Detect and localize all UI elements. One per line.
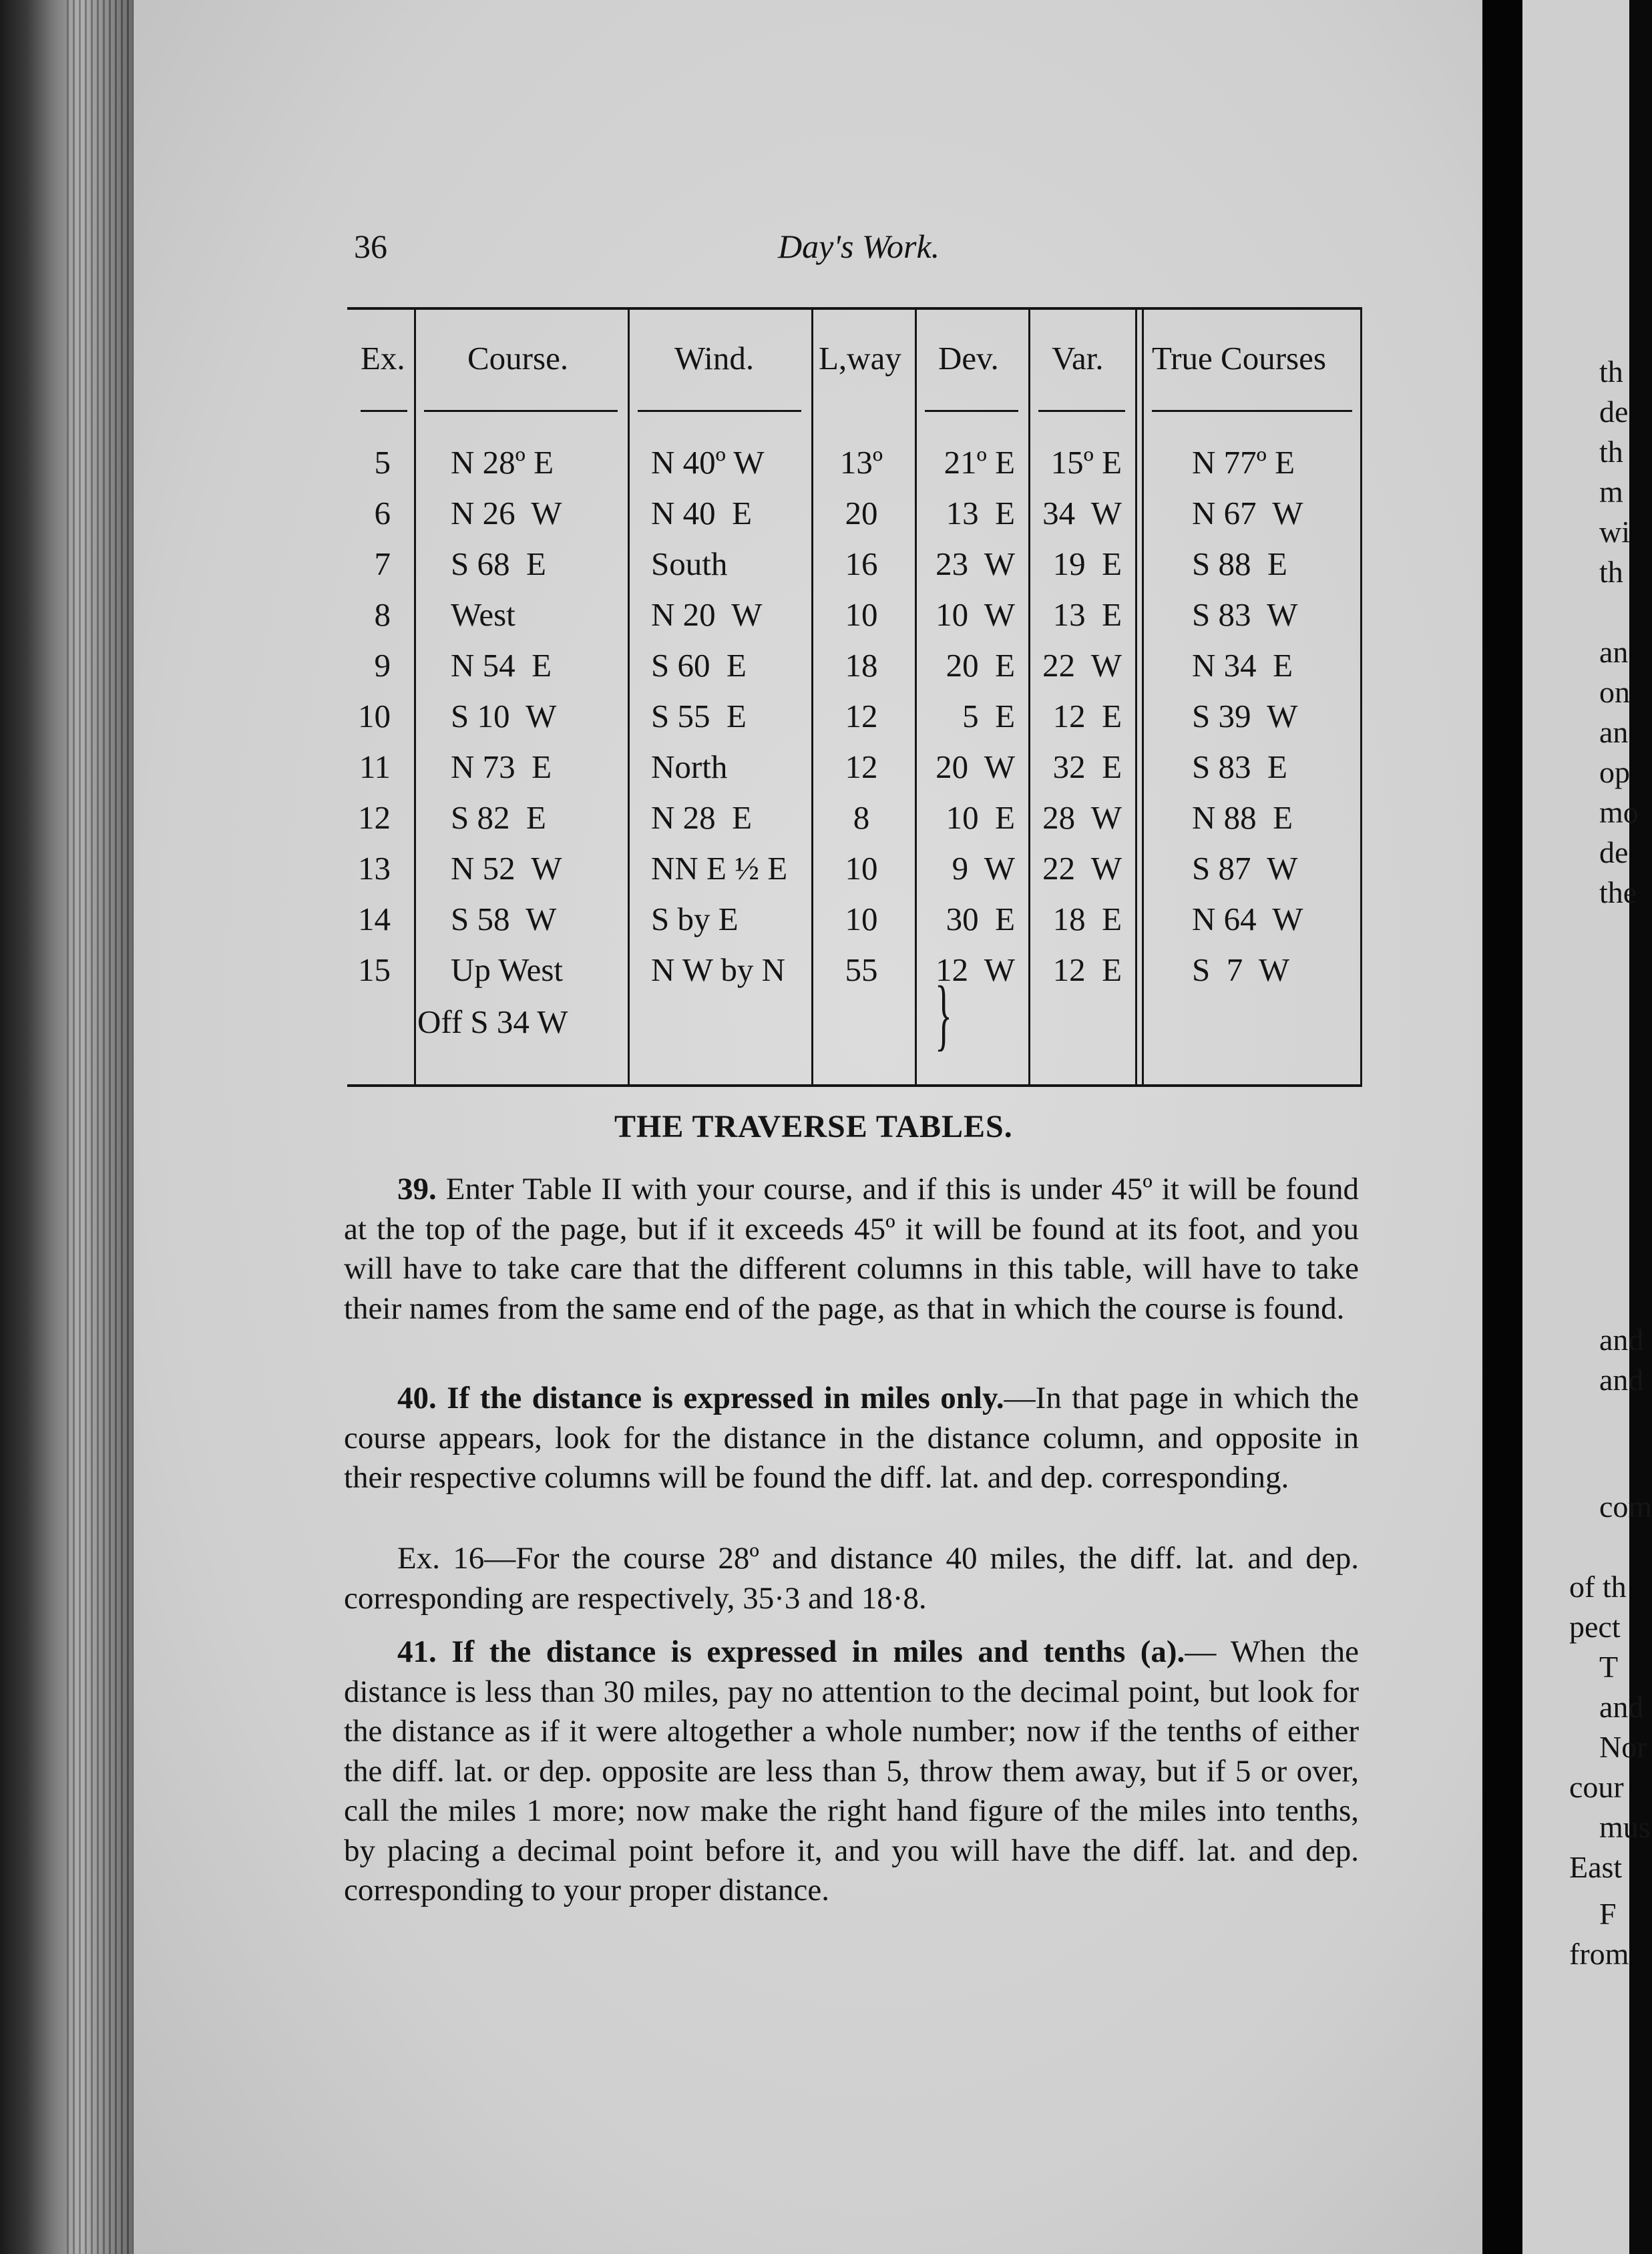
cell-true-course: N 77º E: [1192, 444, 1295, 481]
example-text: Ex. 16—For the course 28º and distance 40 miles, the diff. lat. and dep. corresponding are respectively, 35·3 and 18·8.: [344, 1541, 1359, 1616]
paragraph-number: 40.: [397, 1381, 437, 1415]
header-rule: [925, 410, 1018, 412]
adjacent-page-fragment: an: [1599, 635, 1629, 669]
column-rule: [915, 310, 917, 1084]
cell-dev: 20 E: [946, 647, 1015, 684]
cell-wind: N 20 W: [651, 596, 763, 633]
adjacent-page-fragment: de: [1599, 835, 1629, 869]
column-rule: [1028, 310, 1030, 1084]
cell-dev: 21º E: [944, 444, 1015, 481]
adjacent-page-fragment: the: [1599, 875, 1637, 909]
adjacent-page-fragment: mo: [1599, 795, 1639, 829]
cell-leeway: 12: [845, 748, 878, 785]
paragraph-text: — When the distance is less than 30 miles, pay no attention to the decimal point, but look for the distance as if it were altogether a whole number; now if the tenths of either the diff. lat. or dep. opposite are less than 5, throw them away, but if 5 or over, call the miles 1 more; now make the right hand figure of the miles into tenths, by placing a decimal point before it, and you will have the diff. lat. and dep. corresponding to your proper distance.: [344, 1634, 1359, 1907]
cell-ex: 12: [358, 799, 391, 836]
cell-course: S 82 E: [451, 799, 546, 836]
cell-dev: 23 W: [936, 545, 1015, 582]
cell-wind: N 40º W: [651, 444, 765, 481]
cell-course: S 68 E: [451, 545, 546, 582]
adjacent-page-fragment: from: [1569, 1937, 1629, 1971]
cell-dev: 12 W: [936, 951, 1015, 988]
cell-course: N 54 E: [451, 647, 552, 684]
header-leeway: L,way: [819, 340, 901, 377]
cell-var: 15º E: [1050, 444, 1122, 481]
cell-var: 12 E: [1052, 951, 1122, 988]
adjacent-page-fragment: and: [1599, 1363, 1644, 1397]
adjacent-page-fragment: and: [1599, 1323, 1644, 1357]
column-rule: [1142, 310, 1144, 1084]
cell-course: S 10 W: [451, 698, 557, 734]
cell-ex: 6: [374, 495, 391, 531]
cell-true-course: S 87 W: [1192, 850, 1298, 887]
adjacent-page-fragment: th: [1599, 355, 1623, 389]
cell-wind: S 55 E: [651, 698, 747, 734]
cell-var: 34 W: [1042, 495, 1122, 531]
cell-true-course: N 67 W: [1192, 495, 1303, 531]
cell-var: 22 W: [1042, 850, 1122, 887]
header-course: Course.: [467, 340, 569, 377]
header-var: Var.: [1052, 340, 1104, 377]
cell-var: 18 E: [1052, 901, 1122, 937]
cell-ex: 13: [358, 850, 391, 887]
cell-wind: N 40 E: [651, 495, 753, 531]
cell-leeway: 16: [845, 545, 878, 582]
cell-true-course: S 83 E: [1192, 748, 1287, 785]
cell-leeway: 10: [845, 596, 878, 633]
adjacent-page-fragment: East: [1569, 1850, 1623, 1884]
paragraph-39: [344, 1170, 1359, 1329]
course-correction-table: [347, 307, 1362, 1087]
header-wind: Wind.: [674, 340, 755, 377]
cell-course: N 26 W: [451, 495, 562, 531]
cell-leeway: 10: [845, 901, 878, 937]
cell-ex: 9: [374, 647, 391, 684]
header-rule: [638, 410, 801, 412]
cell-ex: 14: [358, 901, 391, 937]
page-edges: [67, 0, 134, 2254]
cell-wind: N W by N: [651, 951, 786, 988]
adjacent-page-fragment: de: [1599, 395, 1629, 429]
column-rule: [414, 310, 416, 1084]
adjacent-page-fragment: T: [1599, 1650, 1619, 1684]
adjacent-page-fragment: wi: [1599, 515, 1630, 549]
adjacent-page-fragment: Nor: [1599, 1730, 1647, 1764]
cell-true-course: S 83 W: [1192, 596, 1298, 633]
cell-var: 12 E: [1052, 698, 1122, 734]
adjacent-page-fragment: cour: [1569, 1770, 1624, 1804]
cell-true-course: S 7 W: [1192, 951, 1290, 988]
cell-wind: South: [651, 545, 728, 582]
cell-course-line2: Off S 34 W: [417, 1003, 568, 1040]
adjacent-page-fragment: of th: [1569, 1570, 1627, 1604]
paragraph-number: 41.: [397, 1634, 437, 1669]
adjacent-page-fragment: mus: [1599, 1810, 1651, 1844]
cell-leeway: 13º: [839, 444, 883, 481]
cell-true-course: S 39 W: [1192, 698, 1298, 734]
cell-wind: S by E: [651, 901, 739, 937]
cell-leeway: 20: [845, 495, 878, 531]
cell-course: N 73 E: [451, 748, 552, 785]
cell-dev: 13 E: [946, 495, 1015, 531]
adjacent-page-fragment: op: [1599, 755, 1630, 789]
cell-leeway: 12: [845, 698, 878, 734]
cell-dev: 10 E: [946, 799, 1015, 836]
cell-var: 32 E: [1052, 748, 1122, 785]
cell-true-course: S 88 E: [1192, 545, 1287, 582]
cell-ex: 11: [359, 748, 391, 785]
cell-course: West: [451, 596, 515, 633]
column-rule: [1360, 310, 1362, 1084]
cell-leeway: 10: [845, 850, 878, 887]
cell-true-course: N 64 W: [1192, 901, 1303, 937]
cell-ex: 10: [358, 698, 391, 734]
header-rule: [1152, 410, 1352, 412]
adjacent-page-fragment: and: [1599, 1690, 1644, 1724]
brace-glyph: }: [935, 969, 952, 1058]
adjacent-page-fragment: an: [1599, 715, 1629, 749]
page-number: 36: [354, 228, 387, 265]
paragraph-text: —In that page in which the course appears, look for the distance in the distance column, and opposite in their respective columns will be found the diff. lat. and dep. corresponding.: [344, 1381, 1359, 1495]
cell-dev: 9 W: [952, 850, 1015, 887]
paragraph-41: [344, 1632, 1359, 1911]
cell-leeway: 55: [845, 951, 878, 988]
cell-leeway: 18: [845, 647, 878, 684]
page-gutter: [1482, 0, 1522, 2254]
cell-var: 19 E: [1052, 545, 1122, 582]
cell-dev: 20 W: [936, 748, 1015, 785]
cell-course: Up West: [451, 951, 564, 988]
cell-wind: North: [651, 748, 728, 785]
paragraph-lead: If the distance is expressed in miles and tenths (a).: [451, 1634, 1185, 1669]
cell-leeway: 8: [853, 799, 870, 836]
paragraph-text: Enter Table II with your course, and if this is under 45º it will be found at the top of the page, but if it exceeds 45º it will be found at its foot, and you will have to take care that the different columns in this table, will have to take their names from the same end of the page, as that in which the course is found.: [344, 1172, 1359, 1326]
column-rule: [1135, 310, 1137, 1084]
column-rule: [811, 310, 813, 1084]
cell-ex: 5: [374, 444, 391, 481]
paragraph-number: 39.: [397, 1172, 437, 1206]
column-rule: [628, 310, 630, 1084]
header-true-courses: True Courses: [1152, 340, 1326, 377]
header-rule: [1038, 410, 1125, 412]
header-dev: Dev.: [938, 340, 999, 377]
header-ex: Ex.: [361, 340, 405, 377]
cell-dev: 10 W: [936, 596, 1015, 633]
cell-ex: 8: [374, 596, 391, 633]
cell-true-course: N 34 E: [1192, 647, 1293, 684]
running-title: Day's Work.: [778, 228, 940, 265]
cell-true-course: N 88 E: [1192, 799, 1293, 836]
adjacent-page-fragment: com: [1599, 1490, 1652, 1524]
cell-course: N 52 W: [451, 850, 562, 887]
cell-dev: 5 E: [962, 698, 1015, 734]
paragraph-40: [344, 1379, 1359, 1498]
adjacent-page-fragment: F: [1599, 1897, 1617, 1931]
cell-ex: 7: [374, 545, 391, 582]
cell-dev: 30 E: [946, 901, 1015, 937]
adjacent-page-fragment: on: [1599, 675, 1630, 709]
cell-wind: S 60 E: [651, 647, 747, 684]
adjacent-page-fragment: th: [1599, 435, 1623, 469]
adjacent-page-fragment: th: [1599, 555, 1623, 589]
paragraph-lead: If the distance is expressed in miles only.: [447, 1381, 1004, 1415]
cell-var: 28 W: [1042, 799, 1122, 836]
cell-ex: 15: [358, 951, 391, 988]
cell-var: 13 E: [1052, 596, 1122, 633]
cell-course: S 58 W: [451, 901, 557, 937]
header-rule: [424, 410, 618, 412]
cell-wind: NN E ½ E: [651, 850, 788, 887]
adjacent-page-fragment: m: [1599, 475, 1623, 509]
adjacent-page-fragment: pect: [1569, 1610, 1621, 1644]
header-rule: [361, 410, 407, 412]
cell-wind: N 28 E: [651, 799, 753, 836]
section-heading: THE TRAVERSE TABLES.: [614, 1109, 1013, 1144]
cell-course: N 28º E: [451, 444, 554, 481]
cell-var: 22 W: [1042, 647, 1122, 684]
example-16: [344, 1539, 1359, 1618]
